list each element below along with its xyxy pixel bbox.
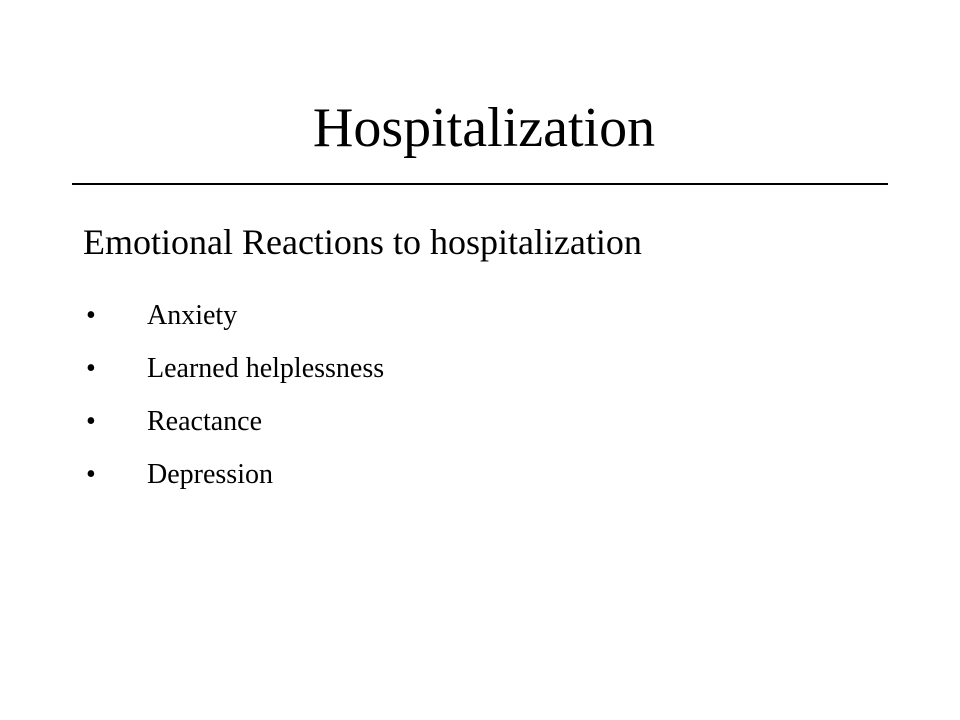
title-divider [72, 183, 888, 185]
bullet-icon: • [86, 406, 96, 437]
bullet-text: Reactance [147, 406, 263, 437]
bullet-icon: • [86, 353, 96, 384]
slide-subtitle: Emotional Reactions to hospitalization [83, 222, 642, 262]
bullet-text: Learned helplessness [147, 353, 385, 384]
slide-title: Hospitalization [312, 97, 656, 159]
bullet-icon: • [86, 459, 96, 490]
bullet-icon: • [86, 300, 96, 331]
bullet-text: Anxiety [147, 300, 238, 331]
bullet-text: Depression [147, 459, 273, 490]
